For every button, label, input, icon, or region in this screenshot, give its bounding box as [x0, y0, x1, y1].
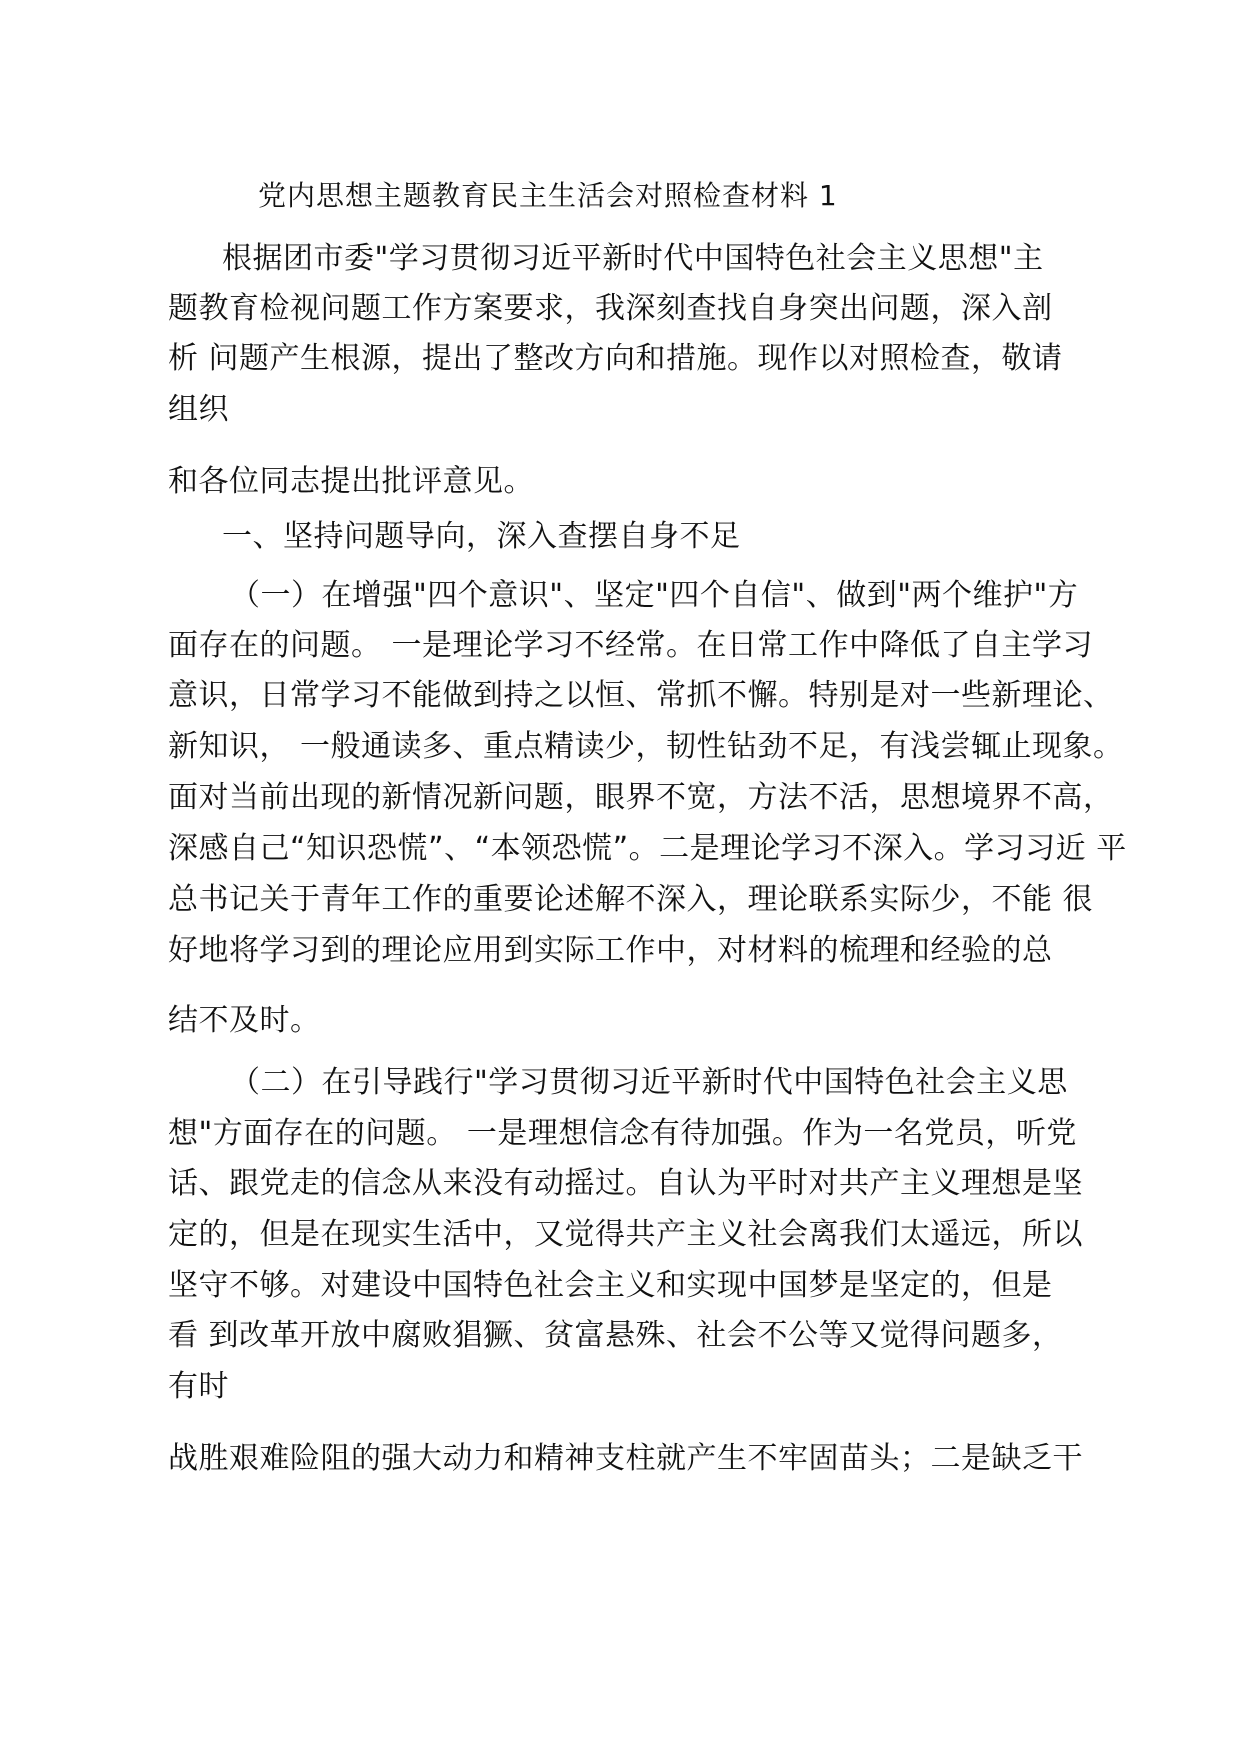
subsection-heading: （二）在引导践行"学习贯彻习近平新时代中国特色社会主义思 — [230, 1065, 1068, 1100]
paragraph-line: 坚守不够。对建设中国特色社会主义和实现中国梦是坚定的，但是 — [168, 1268, 1053, 1303]
paragraph-line: 话、跟党走的信念从来没有动摇过。自认为平时对共产主义理想是坚 — [168, 1166, 1083, 1201]
paragraph-line: 组织 — [168, 392, 229, 427]
paragraph-line: 结不及时。 — [168, 1003, 321, 1038]
paragraph-line: 面存在的问题。 一是理论学习不经常。在日常工作中降低了自主学习 — [168, 628, 1094, 663]
paragraph-line: 战胜艰难险阻的强大动力和精神支柱就产生不牢固苗头；二是缺乏干 — [168, 1441, 1083, 1476]
paragraph-line: 析 问题产生根源，提出了整改方向和措施。现作以对照检查，敬请 — [168, 341, 1063, 376]
paragraph-line: 深感自己“知识恐慌”、“本领恐慌”。二是理论学习不深入。学习习近 平 — [168, 831, 1127, 866]
paragraph-line: 定的，但是在现实生活中，又觉得共产主义社会离我们太遥远，所以 — [168, 1217, 1083, 1252]
paragraph-line: 根据团市委"学习贯彻习近平新时代中国特色社会主义思想"主 — [222, 241, 1044, 276]
paragraph-line: 好地将学习到的理论应用到实际工作中，对材料的梳理和经验的总 — [168, 933, 1053, 968]
paragraph-line: 和各位同志提出批评意见。 — [168, 464, 534, 499]
paragraph-line: 看 到改革开放中腐败猖獗、贫富悬殊、社会不公等又觉得问题多， — [168, 1318, 1063, 1353]
paragraph-line: 新知识， 一般通读多、重点精读少，韧性钻劲不足，有浅尝辄止现象。 — [168, 729, 1124, 764]
paragraph-line: 题教育检视问题工作方案要求，我深刻查找自身突出问题，深入剖 — [168, 291, 1053, 326]
paragraph-line: 意识，日常学习不能做到持之以恒、常抓不懈。特别是对一些新理论、 — [168, 678, 1114, 713]
section-heading: 一、坚持问题导向，深入查摆自身不足 — [222, 519, 741, 554]
paragraph-line: 总书记关于青年工作的重要论述解不深入，理论联系实际少，不能 很 — [168, 882, 1094, 917]
subsection-heading: （一）在增强"四个意识"、坚定"四个自信"、做到"两个维护"方 — [230, 578, 1079, 613]
paragraph-line: 有时 — [168, 1369, 229, 1404]
document-title: 党内思想主题教育民主生活会对照检查材料 1 — [258, 179, 838, 212]
paragraph-line: 想"方面存在的问题。 一是理想信念有待加强。作为一名党员，听党 — [168, 1116, 1077, 1151]
paragraph-line: 面对当前出现的新情况新问题，眼界不宽，方法不活，思想境界不高， — [168, 780, 1114, 815]
